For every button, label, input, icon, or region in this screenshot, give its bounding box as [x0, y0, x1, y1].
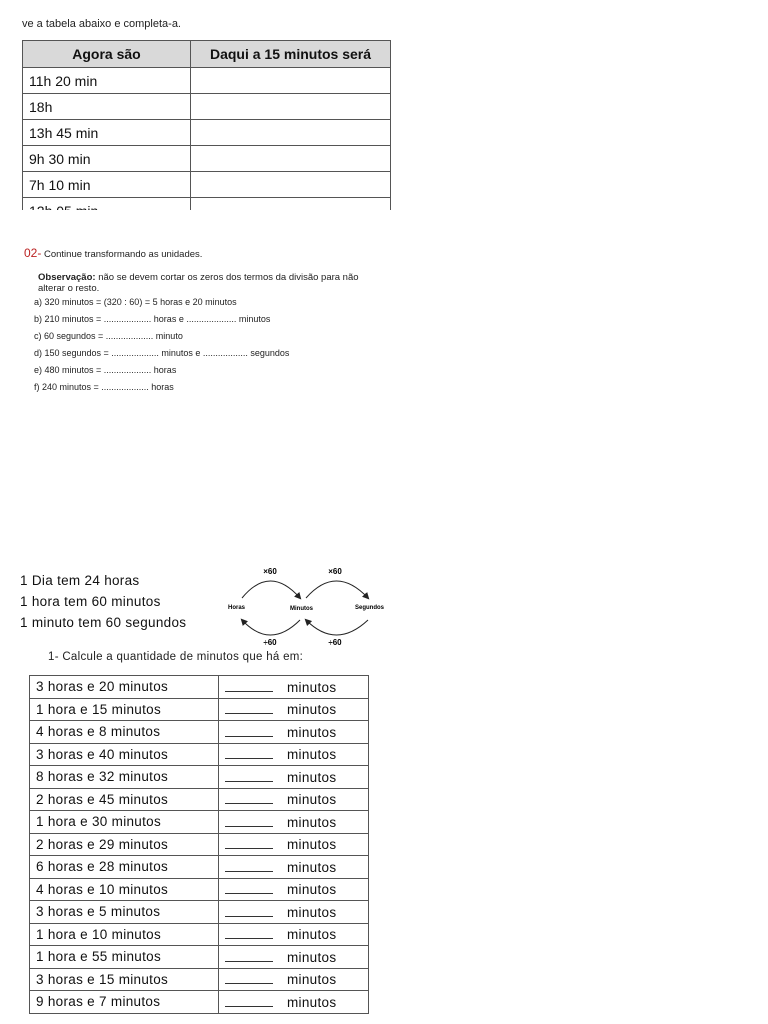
answer-blank[interactable] [225, 904, 273, 917]
table-row [30, 991, 369, 1014]
unit-label: minutos [287, 837, 337, 853]
table-row [30, 743, 369, 766]
unit-label: minutos [287, 994, 337, 1010]
answer-cell[interactable] [219, 743, 369, 766]
unit-label: minutos [287, 972, 337, 988]
observation-note [38, 272, 388, 294]
table-row [23, 120, 391, 146]
duration-cell: 4 horas e 8 minutos [30, 721, 219, 744]
table-row [30, 901, 369, 924]
answer-blank[interactable] [225, 859, 273, 872]
header-after-15-min: Daqui a 15 minutos será [191, 41, 391, 68]
minutes-table [29, 675, 369, 1014]
conversion-diagram [224, 560, 394, 650]
conversion-item: d) 150 segundos = ................... minutos e .................. segundos [34, 348, 290, 358]
time-table-header [23, 41, 391, 68]
unit-label: minutos [287, 814, 337, 830]
exercise-02 [24, 246, 396, 412]
table-row [23, 172, 391, 198]
answer-cell[interactable] [219, 698, 369, 721]
duration-cell: 3 horas e 20 minutos [30, 676, 219, 699]
arrow-minutes-to-hours [242, 620, 300, 635]
answer-blank[interactable] [225, 724, 273, 737]
exercise-number: 02- [24, 246, 42, 260]
time-now-cell: 11h 20 min [23, 68, 191, 94]
answer-blank[interactable] [225, 994, 273, 1007]
exercise-02-heading [24, 246, 396, 260]
answer-cell[interactable] [219, 811, 369, 834]
fact-day-hours: 1 Dia tem 24 horas [20, 573, 140, 588]
conversion-item: e) 480 minutos = ................... horas [34, 365, 177, 375]
answer-blank[interactable] [225, 926, 273, 939]
answer-cell[interactable] [219, 766, 369, 789]
table-row [30, 698, 369, 721]
table-row [30, 721, 369, 744]
answer-cell[interactable] [219, 878, 369, 901]
conversion-item: c) 60 segundos = ................... minuto [34, 331, 183, 341]
answer-cell[interactable] [219, 991, 369, 1014]
answer-cell[interactable] [191, 94, 391, 120]
conversion-item: a) 320 minutos = (320 : 60) = 5 horas e 20 minutos [34, 297, 237, 307]
answer-cell[interactable] [219, 721, 369, 744]
answer-cell[interactable] [219, 901, 369, 924]
answer-cell[interactable] [219, 833, 369, 856]
unit-label: minutos [287, 792, 337, 808]
time-now-cell: 9h 30 min [23, 146, 191, 172]
table-row [30, 788, 369, 811]
multiply-label: ×60 [328, 567, 342, 576]
duration-cell: 2 horas e 45 minutos [30, 788, 219, 811]
answer-cell[interactable] [191, 68, 391, 94]
table-row [30, 676, 369, 699]
answer-cell[interactable] [191, 120, 391, 146]
unit-label: minutos [287, 747, 337, 763]
fact-minute-seconds: 1 minuto tem 60 segundos [20, 615, 187, 630]
time-table [22, 40, 391, 224]
unit-label: minutos [287, 949, 337, 965]
multiply-label: ×60 [263, 567, 277, 576]
table1-instruction: ve a tabela abaixo e completa-a. [22, 18, 181, 30]
unit-label: minutos [287, 904, 337, 920]
time-now-cell: 7h 10 min [23, 172, 191, 198]
answer-cell[interactable] [219, 788, 369, 811]
divide-label: ÷60 [263, 638, 277, 647]
duration-cell: 4 horas e 10 minutos [30, 878, 219, 901]
answer-cell[interactable] [219, 856, 369, 879]
answer-cell[interactable] [219, 676, 369, 699]
duration-cell: 3 horas e 5 minutos [30, 901, 219, 924]
answer-cell[interactable] [219, 923, 369, 946]
answer-blank[interactable] [225, 971, 273, 984]
arrow-seconds-to-minutes [306, 620, 368, 635]
table-row [30, 946, 369, 969]
answer-cell[interactable] [219, 946, 369, 969]
answer-blank[interactable] [225, 791, 273, 804]
question-1: 1- Calcule a quantidade de minutos que há em: [48, 651, 304, 663]
arrow-hours-to-minutes [242, 581, 300, 598]
observation-text: não se devem cortar os zeros dos termos da divisão para não alterar o resto. [38, 272, 359, 294]
table-row [30, 923, 369, 946]
answer-cell[interactable] [219, 968, 369, 991]
table-row [30, 878, 369, 901]
header-now: Agora são [23, 41, 191, 68]
hours-label: Horas [228, 605, 246, 611]
table-row [30, 766, 369, 789]
table-row [30, 856, 369, 879]
duration-cell: 1 hora e 10 minutos [30, 923, 219, 946]
arrow-minutes-to-seconds [306, 581, 368, 598]
table-row [23, 68, 391, 94]
exercise-title: Continue transformando as unidades. [43, 249, 203, 260]
table1-crop-edge [22, 210, 394, 224]
seconds-label: Segundos [355, 605, 385, 611]
duration-cell: 1 hora e 30 minutos [30, 811, 219, 834]
unit-label: minutos [287, 927, 337, 943]
table-row [23, 94, 391, 120]
unit-label: minutos [287, 724, 337, 740]
duration-cell: 3 horas e 15 minutos [30, 968, 219, 991]
duration-cell: 6 horas e 28 minutos [30, 856, 219, 879]
unit-label: minutos [287, 769, 337, 785]
answer-blank[interactable] [225, 836, 273, 849]
answer-cell[interactable] [191, 146, 391, 172]
observation-label: Observação: [38, 272, 96, 283]
time-now-cell: 18h [23, 94, 191, 120]
duration-cell: 3 horas e 40 minutos [30, 743, 219, 766]
answer-blank[interactable] [225, 881, 273, 894]
answer-blank[interactable] [225, 814, 273, 827]
minutes-label: Minutos [290, 606, 313, 612]
divide-label: ÷60 [328, 638, 342, 647]
unit-label: minutos [287, 859, 337, 875]
answer-blank[interactable] [225, 679, 273, 692]
table-row [30, 968, 369, 991]
duration-cell: 1 hora e 15 minutos [30, 698, 219, 721]
table-row [30, 833, 369, 856]
unit-label: minutos [287, 882, 337, 898]
table-row [23, 146, 391, 172]
unit-label: minutos [287, 679, 337, 695]
answer-blank[interactable] [225, 769, 273, 782]
duration-cell: 8 horas e 32 minutos [30, 766, 219, 789]
answer-blank[interactable] [225, 949, 273, 962]
exercise-02-crop-edge [24, 404, 396, 414]
duration-cell: 1 hora e 55 minutos [30, 946, 219, 969]
answer-cell[interactable] [191, 172, 391, 198]
time-now-cell: 13h 45 min [23, 120, 191, 146]
conversion-item: b) 210 minutos = ................... horas e .................... minutos [34, 314, 271, 324]
unit-label: minutos [287, 702, 337, 718]
duration-cell: 9 horas e 7 minutos [30, 991, 219, 1014]
conversion-item: f) 240 minutos = ................... horas [34, 382, 174, 392]
fact-hour-minutes: 1 hora tem 60 minutos [20, 594, 161, 609]
answer-blank[interactable] [225, 746, 273, 759]
duration-cell: 2 horas e 29 minutos [30, 833, 219, 856]
answer-blank[interactable] [225, 701, 273, 714]
table-row [30, 811, 369, 834]
